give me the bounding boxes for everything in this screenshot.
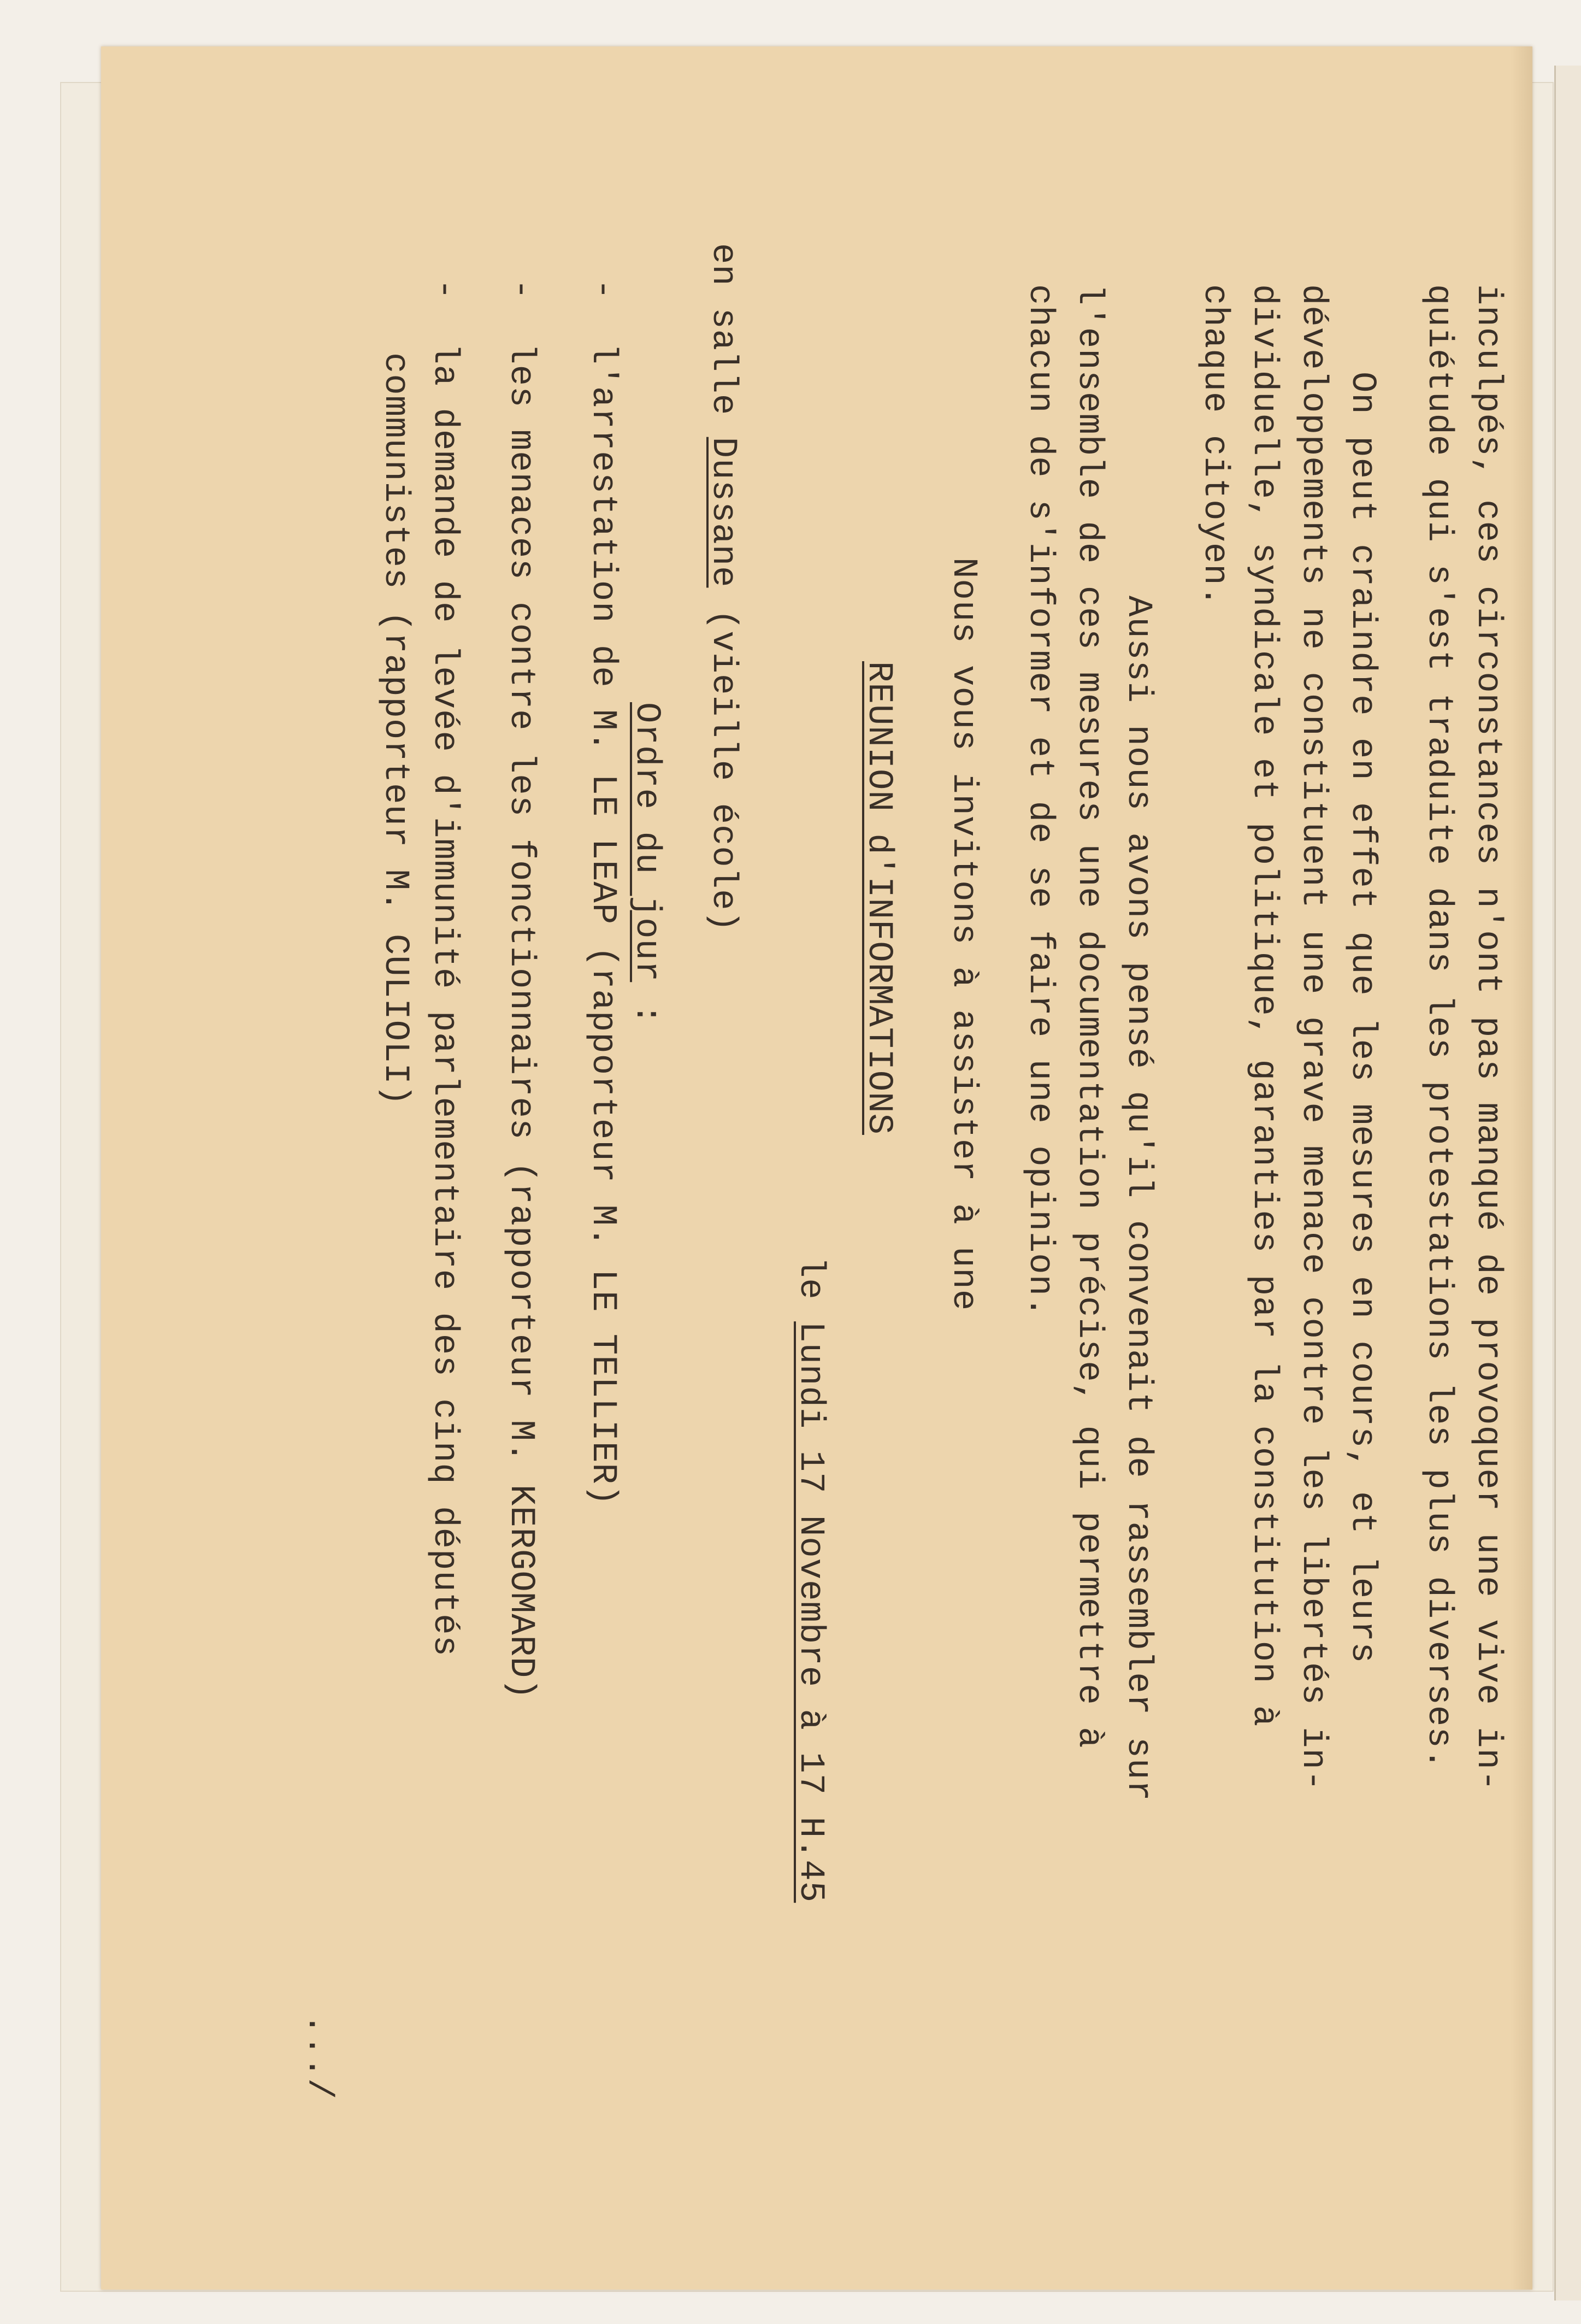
rotated-text-layer	[101, 46, 1532, 2290]
agenda-item-text: l'arrestation de M. LE LEAP (rapporteur M. LE TELLIER)	[583, 343, 622, 1507]
venue-line	[705, 243, 740, 932]
agenda-item-3-continued: communistes (rapporteur M. CULIOLI)	[375, 352, 415, 1107]
meeting-date: Lundi 17 Novembre à 17 H.45	[790, 1321, 830, 1903]
agenda-item-text: la demande de levée d'immunité parlementaire des cinq députés	[424, 343, 464, 1657]
agenda-item-3	[424, 279, 464, 1657]
agenda-item-2	[503, 279, 538, 1700]
agenda-item-text: les menaces contre les fonctionnaires (rapporteur M. KERGOMARD)	[501, 343, 540, 1700]
venue-name: Dussane	[703, 437, 742, 588]
agenda-title-line	[629, 702, 664, 1025]
paragraph-2-line-4: chaque citoyen.	[1195, 284, 1234, 608]
paragraph-3-line-3: chacun de s'informer et de se faire une opinion.	[1020, 284, 1059, 1318]
agenda-bullet: -	[501, 279, 540, 301]
agenda-bullet: -	[424, 279, 464, 301]
paragraph-2-line-3: dividuelle, syndicale et politique, garanties par la constitution à	[1244, 284, 1283, 1727]
continuation-mark: .../	[299, 2014, 338, 2100]
paragraph-3-line-2: l'ensemble de ces mesures une documentation précise, qui permettre à	[1069, 284, 1108, 1749]
paragraph-3-line-1: Aussi nous avons pensé qu'il convenait de rassembler sur	[1118, 596, 1158, 1802]
paragraph-2-line-1: On peut craindre en effet que les mesures en cours, et leurs	[1342, 372, 1382, 1664]
date-prefix: le	[790, 1257, 830, 1322]
invitation-line: Nous vous invitons à assister à une	[943, 557, 983, 1311]
agenda-item-1	[585, 279, 620, 1506]
paragraph-1-line-2: quiétude qui s'est traduite dans les protestations les plus diverses.	[1419, 284, 1458, 1770]
adjacent-sheet-edge	[1554, 66, 1581, 2301]
meeting-title: REUNION d'INFORMATIONS	[859, 661, 898, 1135]
venue-suffix: (vieille école)	[703, 587, 742, 932]
date-line	[790, 1257, 830, 1903]
agenda-title: Ordre du jour	[627, 702, 666, 982]
paragraph-1-line-1: inculpés, ces circonstances n'ont pas manqué de provoquer une vive in-	[1468, 284, 1507, 1792]
typed-page	[101, 46, 1532, 2290]
paragraph-2-line-2: développements ne constituent une grave menace contre les libertés in-	[1293, 284, 1332, 1792]
venue-prefix: en salle	[703, 243, 742, 437]
agenda-colon: :	[627, 982, 666, 1026]
agenda-bullet: -	[583, 279, 622, 301]
